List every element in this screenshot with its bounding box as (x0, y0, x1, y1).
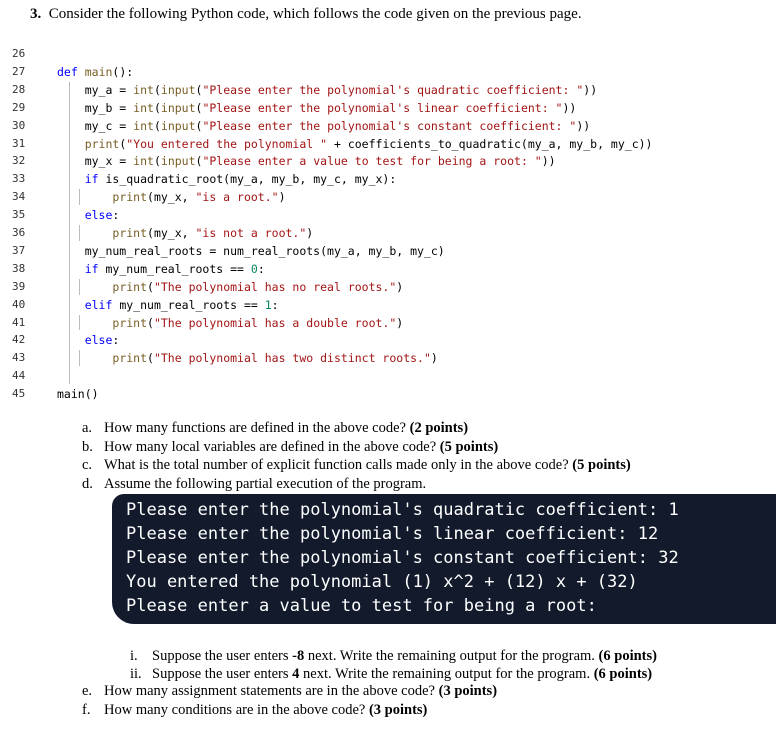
question-part (82, 702, 427, 719)
line-number: 37 (12, 243, 26, 257)
part-value: -8 (292, 648, 305, 664)
indent-guide (79, 189, 80, 205)
part-text: How many assignment statements are in the above code? (104, 683, 439, 699)
part-text: Suppose the user enters (152, 648, 293, 664)
line-number: 40 (12, 297, 26, 311)
part-text: How many conditions are in the above code? (104, 701, 369, 718)
code-text: print("The polynomial has a double root.") (112, 315, 404, 330)
part-text: next. Write the remaining output for the program. (304, 648, 599, 664)
indent-guide (79, 279, 80, 295)
line-number: 34 (12, 190, 26, 204)
line-number: 42 (12, 333, 26, 347)
terminal-line: You entered the polynomial (1) x^2 + (12) x + (32) (126, 572, 638, 592)
indent-guide (69, 82, 70, 384)
line-number: 41 (12, 315, 26, 329)
line-number: 35 (12, 208, 26, 222)
line-number: 32 (12, 154, 26, 168)
line-number: 43 (12, 351, 26, 365)
part-label: e. (82, 683, 93, 699)
question-part (82, 683, 497, 700)
indent-guide (79, 315, 80, 331)
terminal-output (112, 494, 776, 624)
line-number: 44 (12, 369, 26, 383)
code-text: print(my_x, "is a root.") (112, 190, 286, 205)
code-text: print(my_x, "is not a root.") (112, 226, 314, 240)
part-points: (3 points) (368, 701, 428, 718)
indent-guide (79, 225, 80, 241)
code-text: if is_quadratic_root(my_a, my_b, my_c, my_x): (84, 172, 397, 187)
part-text: How many functions are defined in the above code? (104, 420, 410, 436)
part-points: (6 points) (593, 665, 653, 682)
part-points: (6 points) (598, 648, 657, 664)
line-number: 45 (12, 387, 26, 401)
code-text: print("You entered the polynomial " + coefficients_to_quadratic(my_a, my_b, my_c)) (84, 136, 653, 151)
terminal-line: Please enter the polynomial's quadratic coefficient: 1 (126, 500, 679, 520)
terminal-line: Please enter the polynomial's constant coefficient: 32 (126, 548, 679, 568)
code-text: main() (57, 387, 99, 402)
part-points: (5 points) (572, 457, 631, 473)
code-text: my_num_real_roots = num_real_roots(my_a, my_b, my_c) (57, 243, 445, 258)
question-title (30, 6, 582, 23)
line-number: 28 (12, 82, 26, 96)
line-number: 33 (12, 172, 26, 186)
terminal-line: Please enter a value to test for being a root: (126, 596, 597, 616)
line-number: 39 (12, 279, 26, 293)
part-label: b. (82, 438, 93, 455)
part-label: a. (82, 420, 93, 436)
part-points: (3 points) (438, 683, 498, 699)
indent-guide (79, 350, 80, 366)
part-text: Assume the following partial execution of the program. (104, 475, 427, 492)
code-text: my_c = int(input("Please enter the polynomial's constant coefficient: ")) (57, 118, 591, 133)
part-label: f. (82, 701, 91, 718)
code-text: elif my_num_real_roots == 1: (84, 297, 279, 312)
code-text: print("The polynomial has no real roots.") (112, 279, 404, 294)
code-text: def main(): (57, 64, 134, 79)
code-text: my_x = int(input("Please enter a value to test for being a root: ")) (57, 154, 556, 169)
code-text: print("The polynomial has two distinct roots.") (112, 351, 438, 366)
code-text: my_b = int(input("Please enter the polynomial's linear coefficient: ")) (57, 100, 577, 115)
line-number: 38 (12, 261, 26, 275)
line-number: 29 (12, 100, 26, 114)
line-number: 31 (12, 136, 26, 150)
part-text: What is the total number of explicit function calls made only in the above code? (104, 457, 573, 473)
part-label: c. (82, 457, 93, 473)
question-part (82, 457, 631, 474)
part-points: (2 points) (409, 420, 469, 436)
line-number: 26 (12, 47, 26, 60)
part-text: Suppose the user enters (152, 665, 293, 682)
question-part (82, 439, 498, 456)
part-label: i. (130, 648, 138, 664)
question-part (130, 648, 657, 665)
line-number: 27 (12, 64, 26, 78)
question-part (82, 476, 426, 493)
code-text: else: (84, 333, 120, 348)
part-label: ii. (130, 665, 142, 682)
code-text: if my_num_real_roots == 0: (84, 261, 265, 276)
question-part (130, 666, 652, 683)
part-value: 4 (292, 665, 300, 682)
question-text: Consider the following Python code, which follows the code given on the previous page. (48, 6, 582, 22)
line-number: 36 (12, 226, 26, 239)
part-text: How many local variables are defined in the above code? (104, 438, 440, 455)
terminal-line: Please enter the polynomial's linear coefficient: 12 (126, 524, 659, 544)
question-number: 3. (30, 6, 42, 22)
code-text: else: (84, 208, 120, 223)
question-part (82, 420, 468, 437)
part-points: (5 points) (439, 438, 499, 455)
line-number: 30 (12, 118, 26, 132)
part-text: next. Write the remaining output for the program. (299, 665, 594, 682)
part-label: d. (82, 475, 93, 492)
code-text: my_a = int(input("Please enter the polynomial's quadratic coefficient: ")) (57, 82, 598, 97)
